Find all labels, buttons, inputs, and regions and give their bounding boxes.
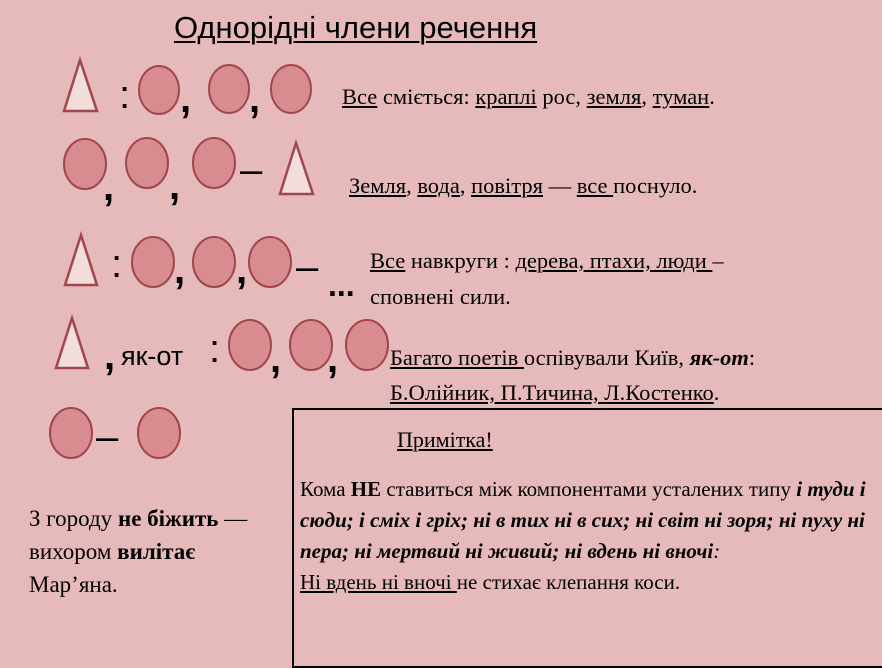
- text-segment: Кома: [300, 477, 351, 501]
- predicate-oval-icon: [346, 320, 388, 370]
- text-segment: не біжить: [117, 506, 219, 531]
- text-segment: Все: [342, 84, 378, 109]
- svg-text:,: ,: [180, 77, 192, 121]
- predicate-oval-icon: [209, 65, 249, 113]
- text-segment: туман: [652, 84, 710, 109]
- text-segment: ,: [459, 173, 472, 198]
- predicate-oval-icon: [290, 320, 332, 370]
- text-segment: не стихає клепання коси.: [456, 570, 681, 594]
- svg-text:,: ,: [249, 77, 261, 121]
- example-sentence-2: [349, 169, 697, 203]
- text-segment: оспівували Київ,: [523, 345, 690, 370]
- scheme-row-3: [65, 235, 355, 303]
- text-segment: навкруги :: [405, 248, 516, 273]
- note-title: Примітка!: [397, 427, 493, 452]
- text-segment: Земля: [349, 173, 407, 198]
- scheme-row-5: [50, 408, 180, 459]
- text-segment: — вихором: [29, 506, 248, 564]
- page-title: Однорідні члени речення: [174, 10, 538, 45]
- predicate-oval-icon: [249, 237, 291, 287]
- predicate-triangle-icon: [280, 143, 313, 194]
- text-segment: сповнені сили.: [370, 284, 511, 309]
- predicate-oval-icon: [138, 408, 180, 458]
- subject-oval-icon: [50, 408, 92, 458]
- text-segment: рос,: [536, 84, 587, 109]
- scheme-row-4: [56, 318, 388, 381]
- text-segment: сміється:: [377, 84, 476, 109]
- subject-triangle-icon: [64, 60, 97, 111]
- colon-mark: :: [119, 73, 131, 117]
- example-sentence-3-line-1: [370, 244, 724, 278]
- text-segment: Багато поетів: [390, 345, 524, 370]
- subject-triangle-icon: [56, 318, 88, 368]
- svg-text:–: –: [240, 148, 263, 192]
- predicate-oval-icon: [229, 320, 271, 370]
- svg-text::: :: [209, 327, 221, 371]
- text-segment: Все: [370, 248, 406, 273]
- subject-oval-icon: [126, 138, 168, 188]
- example-sentence-4-line-1: [390, 341, 755, 375]
- text-segment: вилітає: [117, 539, 196, 564]
- predicate-oval-icon: [271, 65, 311, 113]
- predicate-oval-icon: [132, 237, 174, 287]
- text-segment: :: [748, 345, 756, 370]
- text-segment: вода: [417, 173, 460, 198]
- note-text: [300, 474, 872, 598]
- text-segment: дерева, птахи, люди: [515, 248, 713, 273]
- text-segment: Б.Олійник, П.Тичина, Л.Костенко: [390, 380, 714, 405]
- connector-label: як-от: [121, 341, 184, 371]
- text-segment: ,: [641, 84, 653, 109]
- text-segment: як-от: [689, 345, 749, 370]
- text-segment: —: [542, 173, 577, 198]
- svg-text:,: ,: [104, 334, 116, 378]
- svg-text:,: ,: [169, 164, 181, 208]
- subject-triangle-icon: [65, 235, 97, 285]
- subject-oval-icon: [193, 138, 235, 188]
- example-sentence-4-line-2: [390, 376, 719, 410]
- note-example: [300, 570, 680, 594]
- scheme-row-1: [64, 60, 311, 121]
- text-segment: земля: [586, 84, 642, 109]
- text-segment: Ні вдень ні вночі: [300, 570, 457, 594]
- predicate-oval-icon: [139, 66, 179, 114]
- text-segment: ,: [406, 173, 418, 198]
- text-segment: краплі: [475, 84, 537, 109]
- subject-oval-icon: [64, 139, 106, 189]
- text-segment: Мар’яна.: [29, 572, 118, 597]
- svg-text:–: –: [96, 415, 119, 459]
- text-segment: З городу: [29, 506, 118, 531]
- left-example: [29, 502, 279, 601]
- svg-text:,: ,: [327, 337, 339, 381]
- svg-text:,: ,: [236, 248, 248, 292]
- example-sentence-3-line-2: [370, 280, 511, 314]
- text-segment: поснуло.: [613, 173, 698, 198]
- example-sentence-1: [342, 80, 715, 114]
- scheme-row-2: [64, 138, 313, 209]
- text-segment: і туди і сюди; і сміх і гріх; ні в тих ні в сих; ні світ ні зоря; ні пуху ні пера; ні мертвий ні живий; ні вдень ні вночі: [300, 477, 866, 563]
- text-segment: .: [709, 84, 715, 109]
- text-segment: .: [713, 380, 720, 405]
- svg-text:,: ,: [103, 165, 115, 209]
- note-rule: [300, 477, 866, 563]
- svg-text:–: –: [296, 245, 319, 289]
- predicate-oval-icon: [193, 237, 235, 287]
- text-segment: все: [576, 173, 614, 198]
- svg-text:,: ,: [174, 248, 186, 292]
- svg-text::: :: [111, 242, 123, 286]
- text-segment: ставиться між компонентами усталених типу: [381, 477, 797, 501]
- svg-text:,: ,: [270, 337, 282, 381]
- svg-text:...: ...: [328, 267, 355, 303]
- text-segment: :: [713, 539, 721, 563]
- text-segment: повітря: [471, 173, 543, 198]
- text-segment: –: [712, 248, 724, 273]
- text-segment: НЕ: [350, 477, 382, 501]
